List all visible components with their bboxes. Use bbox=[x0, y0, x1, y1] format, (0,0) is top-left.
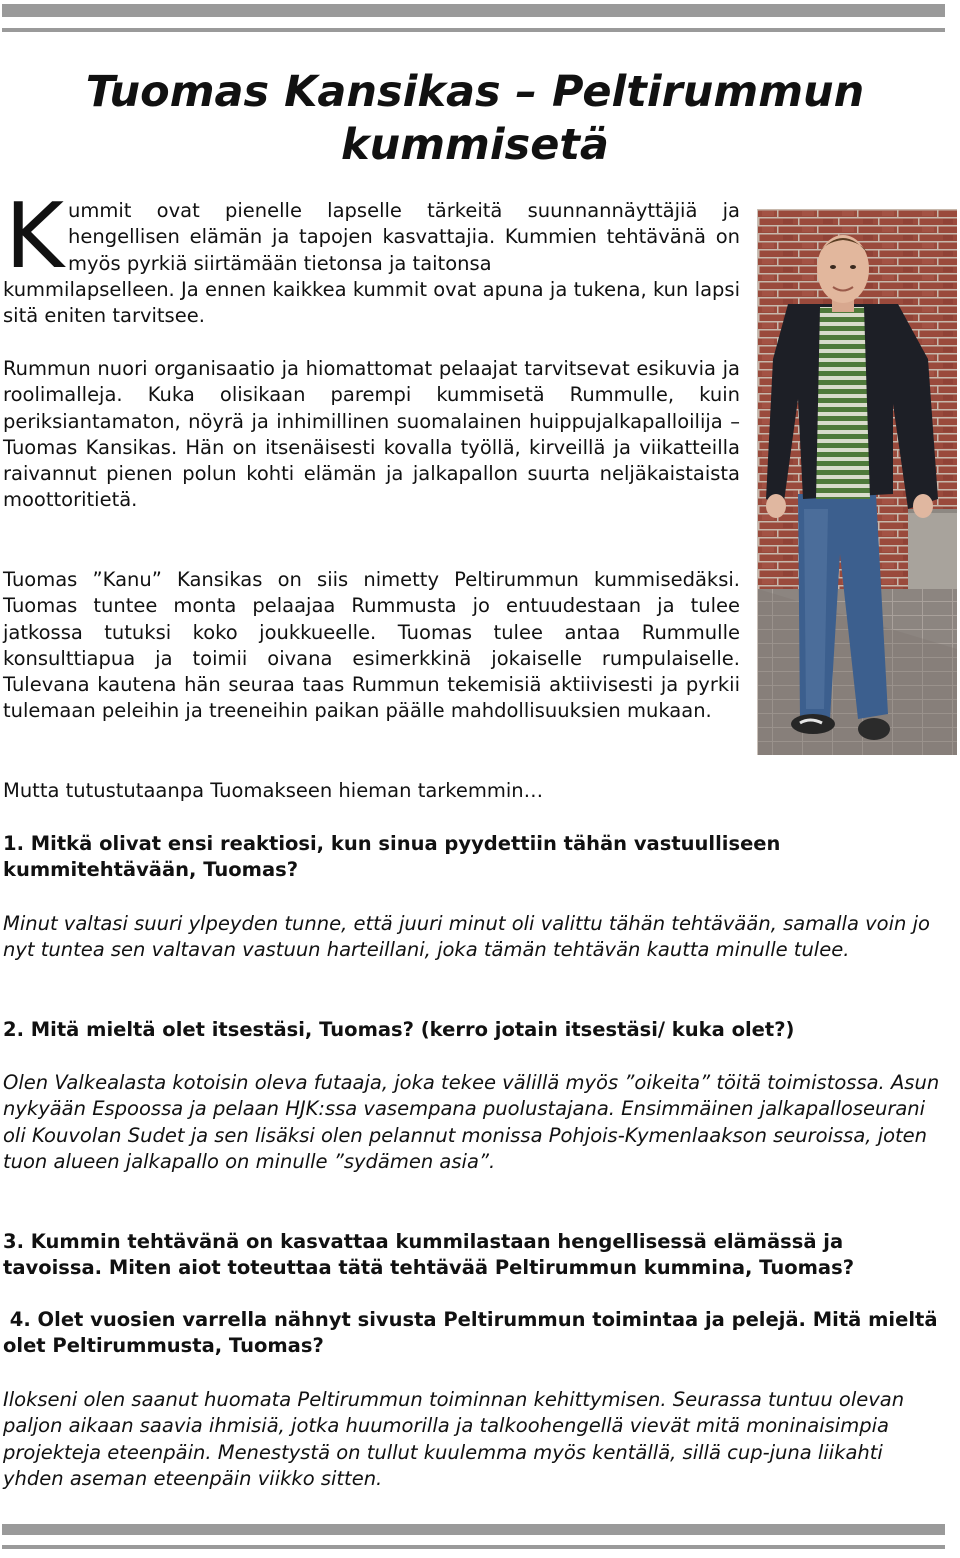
question-2: 2. Mitä mieltä olet itsestäsi, Tuomas? (kerro jotain itsestäsi/ kuka olet?) bbox=[3, 1018, 795, 1041]
top-rule-thin bbox=[2, 28, 945, 32]
intro-rest: kummilapselleen. Ja ennen kaikkea kummit ovat apuna ja tukena, kun lapsi sitä eniten tarvitsee. bbox=[3, 278, 740, 328]
lead-in-text: Mutta tutustutaanpa Tuomakseen hieman tarkemmin… bbox=[3, 779, 544, 802]
paragraph-godfather: Tuomas ”Kanu” Kansikas on siis nimetty Peltirummun kummisedäksi. Tuomas tuntee monta pelaajaa Rummusta jo entuudestaan ja tulee jatkossa tutuksi koko joukkueelle. Tuomas tulee antaa Rummulle konsulttiapua ja toimii oivana esimerkkinä jokaiselle rumpulaiselle. Tulevana kautena hän seuraa taas Rummun tekemisiä aktiivisesti ja pyrkii tulemaan peleihin ja treeneihin paikan päälle mahdollisuuksien mukaan. bbox=[3, 568, 740, 723]
bottom-rule-thin bbox=[2, 1545, 945, 1549]
drop-cap: K bbox=[5, 184, 65, 289]
question-1: 1. Mitkä olivat ensi reaktiosi, kun sinua pyydettiin tähän vastuulliseen kummitehtävään, Tuomas? bbox=[3, 832, 781, 882]
paragraph-organisation: Rummun nuori organisaatio ja hiomattomat pelaajat tarvitsevat esikuvia ja roolimalleja. Kuka olisikaan parempi kummisetä Rummulle, kuin periksiantamaton, nöyrä ja inhimillinen suomalainen huippujalkapalloilija – Tuomas Kansikas. Hän on itsenäisesti kovalla työllä, kirveillä ja viikatteilla raivannut pienen polun kohti elämän ja jalkapallon suurta neljäkaistaista moottoritietä. bbox=[3, 357, 740, 512]
question-3: 3. Kummin tehtävänä on kasvattaa kummilastaan hengellisessä elämässä ja tavoissa. Miten aiot toteuttaa tätä tehtävää Peltirummun kummina, Tuomas? bbox=[3, 1230, 855, 1280]
question-4: 4. Olet vuosien varrella nähnyt sivusta Peltirummun toimintaa ja pelejä. Mitä mieltä olet Peltirummusta, Tuomas? bbox=[3, 1308, 945, 1358]
top-rule-thick bbox=[2, 4, 945, 17]
answer-4: Ilokseni olen saanut huomata Peltirummun toiminnan kehittymisen. Seurassa tuntuu olevan paljon aikaan saavia ihmisiä, jotka huumorilla ja talkoohengellä vievät mitä moninaisimpia projekteja eteenpäin. Menestystä on tullut kuulemma myös kentällä, sillä cup-juna liikahti yhden aseman eteenpäin viikko sitten. bbox=[3, 1388, 905, 1490]
intro-first-lines: ummit ovat pienelle lapselle tärkeitä suunnannäyttäjiä ja hengellisen elämän ja tapojen kasvattajia. Kummien tehtävänä on myös pyrkiä siirtämään tietonsa ja taitonsa bbox=[68, 199, 740, 275]
bottom-rule-thick bbox=[2, 1524, 945, 1535]
answer-2: Olen Valkealasta kotoisin oleva futaaja, joka tekee välillä myös ”oikeita” töitä toimistossa. Asun nykyään Espoossa ja pelaan HJK:ssa vasempana puolustajana. Ensimmäinen jalkapalloseurani oli Kouvolan Sudet ja sen lisäksi olen pelannut monissa Pohjois-Kymenlaakson seuroissa, joten tuon alueen jalkapallo on minulle ”sydämen asia”. bbox=[3, 1071, 940, 1173]
answer-1: Minut valtasi suuri ylpeyden tunne, että juuri minut oli valittu tähän tehtävään, samalla voin jo nyt tuntea sen valtavan vastuun harteillani, joka tämän tehtävän kautta minulle tulee. bbox=[3, 912, 930, 962]
article-title: Tuomas Kansikas – Peltirummun kummisetä bbox=[85, 67, 865, 170]
portrait-photo bbox=[757, 209, 957, 755]
